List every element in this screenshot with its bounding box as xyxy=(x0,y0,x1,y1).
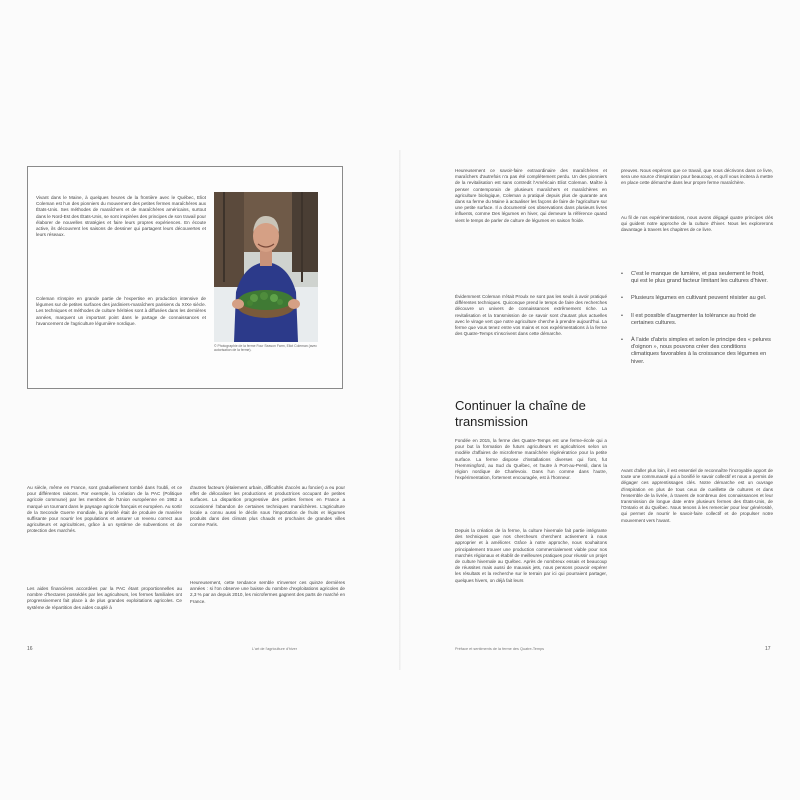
principle-item xyxy=(621,313,773,327)
bullet-icon: • xyxy=(621,295,623,302)
right-col1-para4: Depuis la création de la ferme, la culture hivernale fait partie intégrante des techniques que nos chercheurs cherchent activement à nous approprier et à améliorer. Grâce à notre approche, nous souhaitons principalement trouver une production commercialement viable pour nos marchés régionaux et établir de meilleures pratiques pour réussir un projet de culture hivernale au Québec. Après de nombreux essais et beaucoup de réussites mais aussi de mauvais jets, nous pensons pouvoir espérer les résultats et la recherche sur le terrain par ici qui pourraient partager, quelques hivers, on déjà fait leurs xyxy=(455,528,607,583)
bullet-icon: • xyxy=(621,337,623,344)
left-running-head: L'art de l'agriculture d'hiver xyxy=(252,647,298,651)
photo-caption: © Photographie de la ferme Four Season Farm, Eliot Coleman (avec autorisation de la ferme). xyxy=(214,344,317,353)
left-col2-para2: Heureusement, cette tendance semble s'inverser ces quinze dernières années : si l'on observe une baisse du nombre d'exploitations agricoles de 2,3 % par an depuis 2010, les microfermes gagnent des parts de marché en France. xyxy=(190,580,345,604)
principle-text: C'est le manque de lumière, et pas seulement le froid, qui est le plus grand facteur limitant les cultures d'hiver. xyxy=(631,271,768,285)
section-heading: Continuer la chaîne de transmission xyxy=(455,398,586,429)
left-col1-para2: Les aides financières accordées par la PAC étant proportionnelles au nombre d'hectares possédés par les agriculteurs, les fermes familiales ont progressivement fait place à de plus grandes exploitations agricoles. Ce système de répartition des aides couplé à xyxy=(27,586,182,610)
left-col1-para1: Au siècle, même en France, sont graduellement tombé dans l'oubli, et ce pour différentes raisons. Par exemple, la création de la PAC (Politique agricole commune) par les membres de l'Union européenne en 1962 a marqué un tournant dans le paysage agricole français et européen. Au sortir de la Seconde Guerre mondiale, la priorité était de produire de manière suffisante pour nourrir les populations et assurer un revenu correct aux agriculteurs et agricultrices, grâce à un système de subventions et de protection des marchés. xyxy=(27,485,182,534)
right-col2-para1: preuves. Nous espérons que ce travail, que nous décrivons dans ce livre, sera une source d'inspiration pour beaucoup, et qu'il vous incitera à mettre en place cette démarche dans leur propre ferme maraîchère. xyxy=(621,168,773,186)
right-col1-para2: Évidemment Coleman n'était Proulx ne sont pas les seuls à avoir pratiqué différentes techniques. Quiconque prend le temps de faire des recherches découvre un univers de connaissances extrêmement riche. La revitalisation et la transmission de ce savoir sont d'autant plus actuelles avec le virage vert que notre agriculture cherche à prendre aujourd'hui. La ferme que vous tenez entre vos mains et nos expérimentations à la ferme des Quatre-Temps s'inscrivent dans cette démarche. xyxy=(455,294,607,337)
bullet-icon: • xyxy=(621,312,623,319)
box-text-2: Coleman s'inspire en grande partie de l'expertise en production intensive de légumes sur de petites surfaces des jardiniers-maraîchers parisiens du XIXe siècle. Les techniques et méthodes de culture héritées sont à diffusées dans les dernières années, marquent un important point dans le partage de connaissances et l'avancement de l'agriculture légumière nordique. xyxy=(36,296,206,326)
principle-text: À l'aide d'abris simples et selon le principe des « pelures d'oignon », nous pouvons créer des conditions climatiques favorables à la croissance des légumes en hiver. xyxy=(631,337,771,365)
right-col2-para3: Avant d'aller plus loin, il est essentiel de reconnaître l'incroyable apport de toute une communauté qui a bonifié le savoir collectif et nous a permis de dégager ces apprentissages clés. Notre démarche est un ouvrage d'inspiration en plus de tous ceux de cueillette de cultures et dans l'ensemble de la livrée, à travers de nombreux des connaissances et leur transmission de longue date entre plusieurs fermes des États-Unis, de l'Ontario et du Québec. Nous tenons à les remercier pour leur générosité, qui permet de nourrir le savoir-faire collectif et de propulser notre mouvement vers l'avant. xyxy=(621,468,773,523)
principle-text: Plusieurs légumes en cultivant peuvent résister au gel. xyxy=(631,295,767,302)
farmer-photo xyxy=(214,192,318,342)
principle-item xyxy=(621,337,773,366)
book-gutter xyxy=(399,150,401,670)
principle-text: Il est possible d'augmenter la tolérance au froid de certaines cultures. xyxy=(631,312,756,326)
right-col2-para2: Au fil de nos expérimentations, nous avons dégagé quatre principes clés qui guident notre approche de la culture d'hiver. Nous les explorerons davantage à travers les chapitres de ce livre. xyxy=(621,215,773,233)
right-col1-para3: Fondée en 2015, la ferme des Quatre-Temps est une ferme-école qui a pour but la formation de futurs agriculteurs et agricultrices selon un modèle d'affaires de microferme maraîchère régénératrice pour la petite surface. La ferme dispose d'installations diverses qui font, fut l'Hemmingford, au Sud du Québec, et l'autre à Port-au-Persil, dans la région nordique de Charlevoix. Dans l'un comme dans l'autre, l'expérimentation, fortement encouragée, est à l'honneur. xyxy=(455,438,607,481)
left-folio: 16 xyxy=(27,646,33,652)
box-text-1: Vivant dans le Maine, à quelques heures de la frontière avec le Québec, Eliot Coleman est l'un des pionniers du mouvement des petites fermes maraîchères aux États-Unis. Ses méthodes de maraîchers et de maraîchères américains, surtout dans le Nord-Est des États-Unis, se sont inspirées des principes de son travail pour élaborer de nouvelles stratégies et faire leurs propres expériences. En écoute active, ils découvrent les saisons de dessiner qui partagent leurs découvertes et leurs réseaux. xyxy=(36,195,206,238)
left-col2-para1: d'autres facteurs (étalement urbain, difficultés d'accès au foncier) a eu pour effet de délocaliser les productions et productrices occupant de petites surfaces. La disparition progressive des petites fermes en France a occasionné l'abandon de certaines techniques maraîchères. L'agriculture locale a connu aussi le déclin sous l'importation de fruits et légumes produits dans des climats plus chauds et prochains de grandes villes comme Paris. xyxy=(190,485,345,528)
principle-item xyxy=(621,295,773,302)
principles-list xyxy=(621,271,773,376)
principle-item xyxy=(621,271,773,285)
right-col1-para1: Heureusement ce savoir-faire extraordinaire des maraîchères et maraîchers d'autrefois n'a pas été complètement perdu. Un des pionniers de la revitalisation est sans contredit l'Américain Eliot Coleman. Maître à penser contemporain de plusieurs maraîchers et maraîchères en agriculture biologique, Coleman a pratiqué depuis plus de quarante ans dans sa ferme du Maine à actualiser les façons de faire de l'agriculture sur une petite surface. Il a documenté ces observations dans plusieurs livres influents, comme Des légumes en hiver, qui demeure la référence quand vient le temps de parler de culture de légumes en saison froide. xyxy=(455,168,607,223)
bullet-icon: • xyxy=(621,271,623,277)
right-running-head: Préface et sentiments de la ferme des Quatre-Temps xyxy=(455,647,545,651)
right-folio: 17 xyxy=(765,646,771,652)
